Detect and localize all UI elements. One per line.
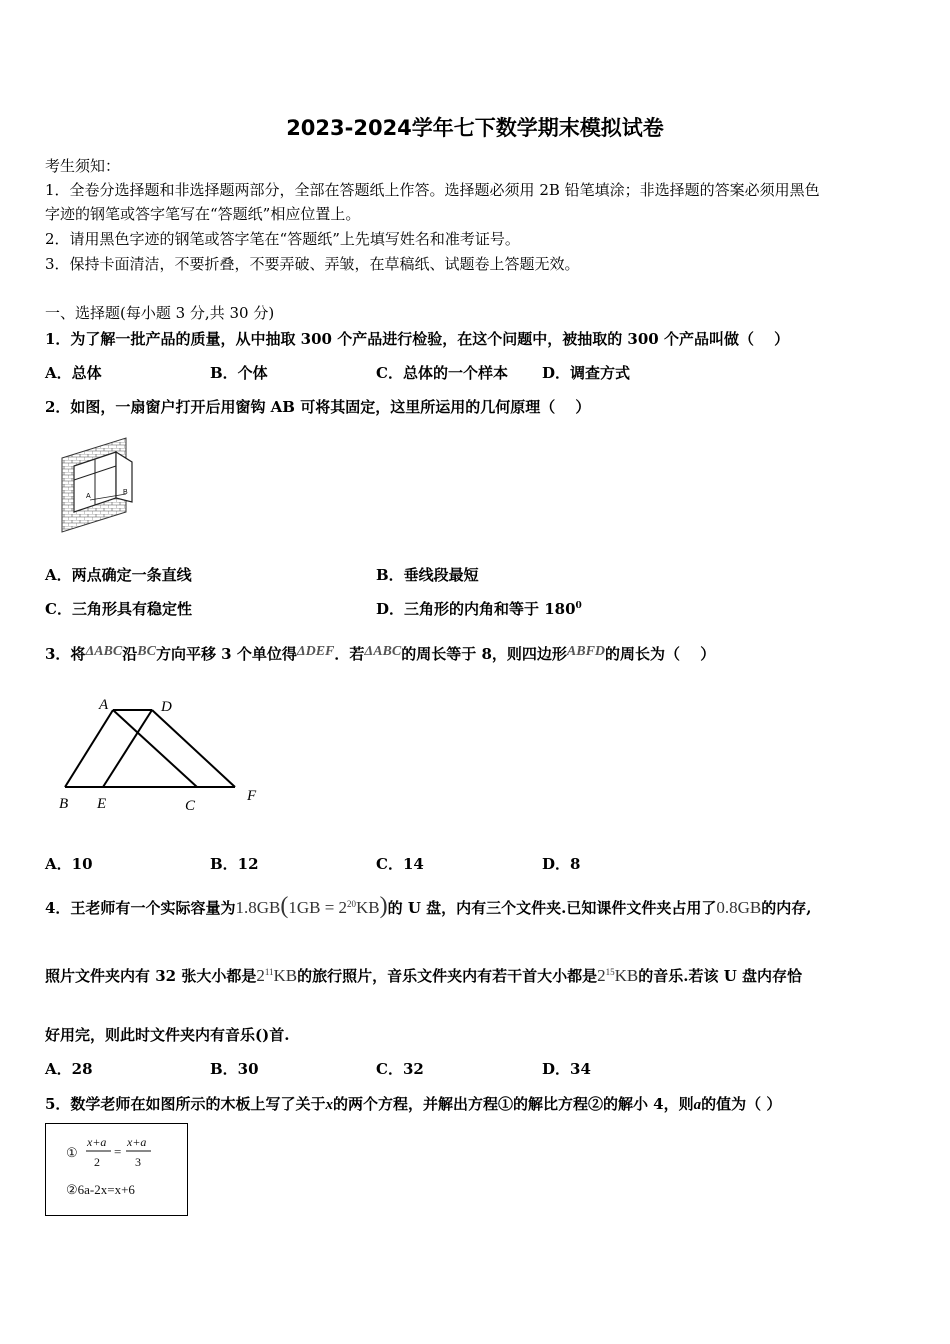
eq1-equals: = [114,1144,122,1159]
eq1-numerator-left: x+a [87,1135,107,1149]
question-4-line-1: 4．王老师有一个实际容量为$1.8GB(1GB = 2^{20}KB)$的 U 盘，内有三个文件夹.已知课件文件夹占用了0.8GB的内存, [45,893,812,919]
q3-option-b[interactable]: B．12 [210,855,259,873]
label-a: A [99,697,109,713]
equation-figure [46,1124,187,1215]
q2-option-d[interactable]: D．三角形的内角和等于 $180^0$ [376,600,582,618]
eq2-text: ②6a-2x=x+6 [66,1182,135,1197]
q1-option-b[interactable]: B．个体 [210,364,268,382]
section-heading: 一、选择题(每小题 3 分,共 30 分) [45,304,275,322]
notice-line-2: 2．请用黑色字迹的钢笔或答字笔在“答题纸”上先填写姓名和准考证号。 [45,230,520,248]
notice-line-1b: 字迹的钢笔或答字笔写在“答题纸”相应位置上。 [45,205,361,223]
q1-option-d[interactable]: D．调查方式 [542,364,631,382]
label-e: E [97,796,107,812]
label-c: C [185,798,196,814]
notice-line-1a: 1．全卷分选择题和非选择题两部分，全部在答题纸上作答。选择题必须用 2B 铅笔填涂；非选择题的答案必须用黑色 [45,181,820,199]
question-1-text: 1．为了解一批产品的质量，从中抽取 300 个产品进行检验，在这个问题中，被抽取的 300 个产品叫做（ ） [45,330,790,348]
question-4-line-2: 照片文件夹内有 32 张大小都是$2^{11}KB$的旅行照片，音乐文件夹内有若干首大小都是$2^{15}KB$的音乐.若该 U 盘内存恰 [45,966,803,985]
q4-option-b[interactable]: B．30 [210,1060,259,1078]
question-2-text: 2．如图，一扇窗户打开后用窗钩 AB 可将其固定，这里所运用的几何原理（ ） [45,398,591,416]
label-d: D [161,699,172,715]
q2-option-c[interactable]: C．三角形具有稳定性 [45,600,192,618]
eq1-mark: ① [66,1145,78,1160]
q2-option-b[interactable]: B．垂线段最短 [376,566,479,584]
q2-option-a[interactable]: A．两点确定一条直线 [45,566,192,584]
question-5-text: 5．数学老师在如图所示的木板上写了关于x的两个方程，并解出方程①的解比方程②的解小 4，则a的值为（ ） [45,1095,782,1113]
label-f: F [247,788,257,804]
eq1-denominator-right: 3 [135,1155,141,1169]
figure-label-b: B [123,489,128,496]
window-figure [60,436,140,534]
q4-option-d[interactable]: D．34 [542,1060,591,1078]
q3-option-a[interactable]: A．10 [45,855,93,873]
eq1-numerator-right: x+a [127,1135,147,1149]
question-4-line-3: 好用完，则此时文件夹内有音乐()首. [45,1026,290,1044]
q1-option-a[interactable]: A．总体 [45,364,102,382]
q3-option-d[interactable]: D．8 [542,855,581,873]
label-b: B [59,796,69,812]
notice-line-3: 3．保持卡面清洁，不要折叠，不要弄破、弄皱，在草稿纸、试题卷上答题无效。 [45,255,580,273]
question-3-text: 3．将ΔABC沿BC方向平移 3 个单位得ΔDEF．若ΔABC的周长等于 8，则四边形ABFD的周长为（ ） [45,644,716,663]
figure-label-a: A [86,493,91,500]
translation-figure [55,693,270,818]
q3-option-c[interactable]: C．14 [376,855,424,873]
q4-option-a[interactable]: A．28 [45,1060,93,1078]
q1-option-c[interactable]: C．总体的一个样本 [376,364,508,382]
notice-heading: 考生须知： [45,157,121,175]
page-title: 2023-2024学年七下数学期末模拟试卷 [286,116,664,140]
eq1-denominator-left: 2 [94,1155,100,1169]
q4-option-c[interactable]: C．32 [376,1060,424,1078]
